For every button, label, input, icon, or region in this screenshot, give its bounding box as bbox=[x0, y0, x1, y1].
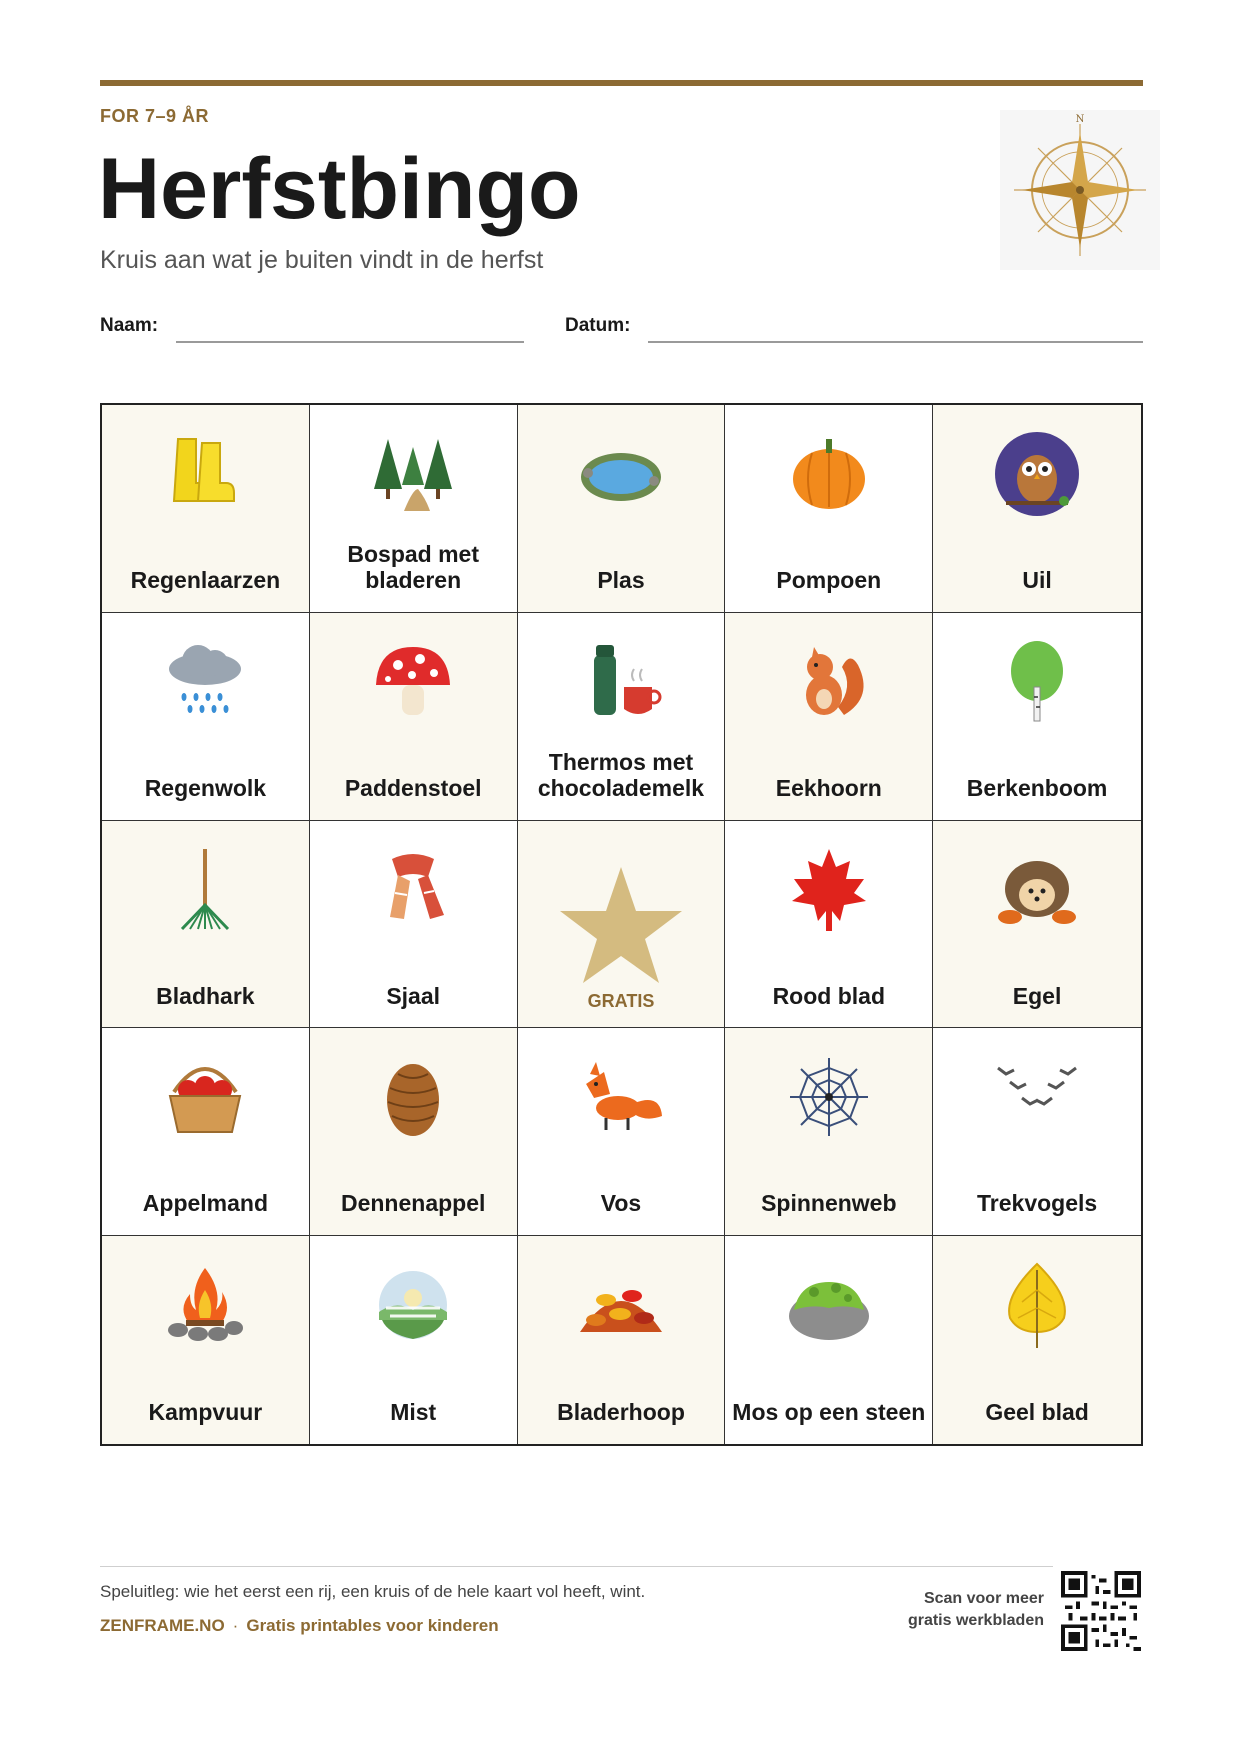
migrating-birds-icon bbox=[992, 1052, 1082, 1142]
bingo-cell-label: Egel bbox=[1012, 982, 1062, 1009]
scan-line-1: Scan voor meer bbox=[923, 1590, 1044, 1607]
compass-rose-icon bbox=[1000, 110, 1160, 270]
date-field[interactable] bbox=[648, 341, 1143, 343]
bingo-cell[interactable] bbox=[725, 405, 933, 613]
bingo-cell-label: Regenlaarzen bbox=[130, 567, 281, 594]
page-subtitle: Kruis aan wat je buiten vindt in de herfst bbox=[100, 246, 544, 274]
bingo-cell[interactable] bbox=[933, 1236, 1141, 1444]
free-space-cell[interactable] bbox=[518, 821, 726, 1029]
bingo-cell[interactable] bbox=[725, 1028, 933, 1236]
brand-separator: · bbox=[232, 1616, 239, 1635]
rake-icon bbox=[160, 845, 250, 935]
bingo-cell[interactable] bbox=[933, 1028, 1141, 1236]
page-title: Herfstbingo bbox=[98, 141, 581, 237]
bingo-cell[interactable] bbox=[102, 1236, 310, 1444]
bingo-cell-label: Vos bbox=[600, 1190, 642, 1217]
date-label: Datum: bbox=[565, 315, 631, 336]
age-label: FOR 7–9 ÅR bbox=[100, 106, 210, 126]
boots-icon bbox=[160, 429, 250, 519]
bingo-cell-label: Mist bbox=[390, 1399, 437, 1426]
game-rules: Speluitleg: wie het eerst een rij, een kruis of de hele kaart vol heeft, wint. bbox=[100, 1582, 646, 1601]
bingo-cell[interactable] bbox=[102, 1028, 310, 1236]
bingo-cell[interactable] bbox=[518, 1028, 726, 1236]
bingo-cell-label: Trekvogels bbox=[977, 1190, 1098, 1217]
bingo-cell-label: Bladhark bbox=[156, 982, 255, 1009]
mist-icon bbox=[368, 1260, 458, 1350]
birch-tree-icon bbox=[992, 637, 1082, 727]
bingo-cell-label: Plas bbox=[597, 567, 645, 594]
bingo-cell-label: Berkenboom bbox=[966, 774, 1108, 801]
spider-web-icon bbox=[784, 1052, 874, 1142]
bingo-cell[interactable] bbox=[933, 405, 1141, 613]
bingo-cell-label: Mos op een steen bbox=[732, 1399, 926, 1426]
pumpkin-icon bbox=[784, 429, 874, 519]
bingo-cell-label: Spinnenweb bbox=[761, 1190, 897, 1217]
bingo-cell-label: Bladerhoop bbox=[557, 1399, 685, 1426]
bingo-cell-label: Sjaal bbox=[386, 982, 441, 1009]
bingo-cell-label: Paddenstoel bbox=[344, 774, 482, 801]
bingo-cell[interactable] bbox=[102, 613, 310, 821]
moss-stone-icon bbox=[784, 1260, 874, 1350]
free-space-label: GRATIS bbox=[587, 991, 655, 1012]
bingo-cell[interactable] bbox=[518, 1236, 726, 1444]
bingo-cell[interactable] bbox=[518, 613, 726, 821]
thermos-icon bbox=[576, 637, 666, 727]
bingo-cell[interactable] bbox=[310, 1236, 518, 1444]
bingo-cell-label: Appelmand bbox=[142, 1190, 269, 1217]
bingo-cell-label: Rood blad bbox=[772, 982, 885, 1009]
bingo-cell[interactable] bbox=[933, 821, 1141, 1029]
campfire-icon bbox=[160, 1260, 250, 1350]
bingo-cell[interactable] bbox=[310, 1028, 518, 1236]
bingo-cell-label: Dennenappel bbox=[340, 1190, 486, 1217]
name-label: Naam: bbox=[100, 315, 159, 336]
top-accent-bar bbox=[100, 80, 1143, 86]
brand-tagline: Gratis printables voor kinderen bbox=[246, 1616, 499, 1635]
scan-prompt bbox=[844, 1588, 1044, 1631]
red-leaf-icon bbox=[784, 845, 874, 935]
bingo-cell[interactable] bbox=[725, 613, 933, 821]
bingo-cell-label: Uil bbox=[1022, 567, 1052, 594]
yellow-leaf-icon bbox=[992, 1260, 1082, 1350]
bingo-cell[interactable] bbox=[310, 821, 518, 1029]
mushroom-icon bbox=[368, 637, 458, 727]
rain-cloud-icon bbox=[160, 637, 250, 727]
pinecone-icon bbox=[368, 1052, 458, 1142]
owl-icon bbox=[992, 429, 1082, 519]
scarf-icon bbox=[368, 845, 458, 935]
bingo-cell-label: Kampvuur bbox=[148, 1399, 263, 1426]
apple-basket-icon bbox=[160, 1052, 250, 1142]
squirrel-icon bbox=[784, 637, 874, 727]
compass-north-letter: N bbox=[1075, 114, 1085, 125]
bingo-cell-label: Regenwolk bbox=[144, 774, 267, 801]
bingo-cell-label: Pompoen bbox=[776, 567, 882, 594]
footer-brand bbox=[100, 1616, 499, 1636]
fox-icon bbox=[576, 1052, 666, 1142]
forest-path-icon bbox=[368, 429, 458, 519]
qr-code-icon[interactable] bbox=[1061, 1571, 1141, 1651]
bingo-grid bbox=[100, 403, 1143, 1446]
bingo-cell[interactable] bbox=[725, 1236, 933, 1444]
puddle-icon bbox=[576, 429, 666, 519]
brand-link[interactable]: ZENFRAME.NO bbox=[100, 1616, 225, 1635]
bingo-cell[interactable] bbox=[518, 405, 726, 613]
bingo-cell[interactable] bbox=[102, 405, 310, 613]
bingo-cell-label: Thermos met chocolademelk bbox=[537, 749, 705, 801]
bingo-cell-label: Geel blad bbox=[985, 1399, 1089, 1426]
bingo-cell[interactable] bbox=[725, 821, 933, 1029]
bingo-cell[interactable] bbox=[310, 405, 518, 613]
bingo-cell[interactable] bbox=[933, 613, 1141, 821]
scan-line-2: gratis werkbladen bbox=[907, 1611, 1044, 1629]
bingo-cell-label: Bospad met bladeren bbox=[347, 541, 480, 594]
hedgehog-icon bbox=[992, 845, 1082, 935]
name-field[interactable] bbox=[176, 341, 524, 343]
footer-divider bbox=[100, 1566, 1053, 1567]
star-icon bbox=[556, 861, 686, 991]
bingo-cell[interactable] bbox=[310, 613, 518, 821]
bingo-cell-label: Eekhoorn bbox=[775, 774, 882, 801]
leaf-pile-icon bbox=[576, 1260, 666, 1350]
bingo-cell[interactable] bbox=[102, 821, 310, 1029]
